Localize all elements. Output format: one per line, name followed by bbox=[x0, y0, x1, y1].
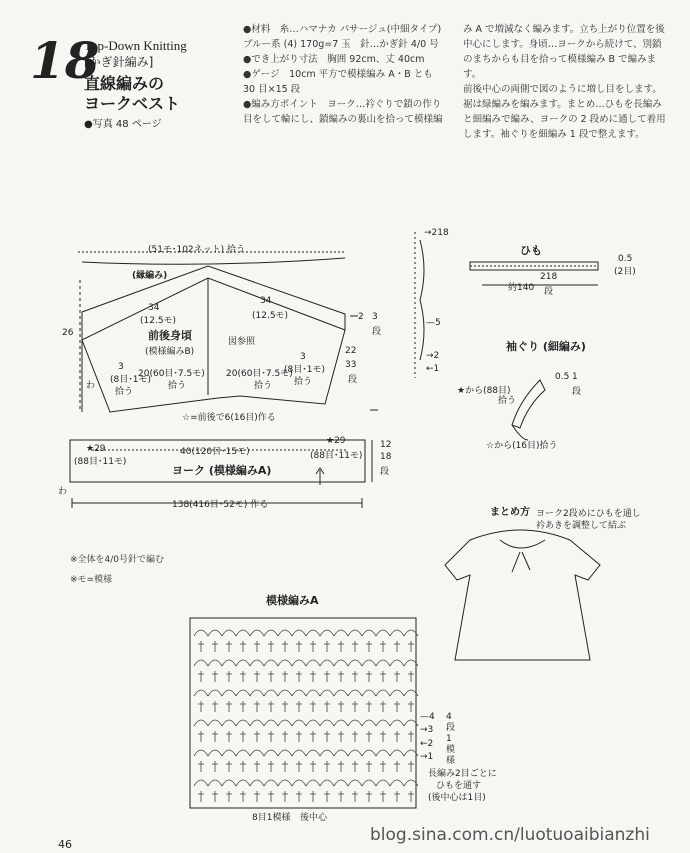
top-curve bbox=[82, 258, 345, 264]
stitch-mark bbox=[208, 750, 222, 756]
stitch-mark bbox=[278, 690, 292, 696]
stitch-mark bbox=[254, 671, 260, 682]
stitch-mark bbox=[348, 780, 362, 786]
stitch-mark bbox=[278, 750, 292, 756]
bottom-dim: 138(416目･52モ) 作る bbox=[172, 500, 269, 510]
stitch-mark bbox=[264, 660, 278, 666]
stitch-mark bbox=[254, 701, 260, 712]
stitch-mark bbox=[240, 791, 246, 802]
stitch-mark bbox=[320, 750, 334, 756]
stitch-mark bbox=[208, 690, 222, 696]
strap-218-num: 218 bbox=[431, 228, 449, 238]
stitch-mark bbox=[338, 641, 344, 652]
stitch-mark bbox=[320, 780, 334, 786]
stitch-mark bbox=[226, 761, 232, 772]
note-pattern: ※モ=模様 bbox=[70, 575, 113, 585]
stitch-mark bbox=[254, 791, 260, 802]
stitch-mark bbox=[236, 750, 250, 756]
stitch-mark bbox=[324, 641, 330, 652]
strap-5-num: 5 bbox=[435, 318, 441, 328]
stitch-mark bbox=[324, 731, 330, 742]
stitch-mark bbox=[292, 660, 306, 666]
stitch-mark bbox=[324, 791, 330, 802]
instr-line: のまちからも目を拾って模様編み B で編みます。 bbox=[463, 54, 657, 80]
strap-218: →218 bbox=[424, 228, 449, 238]
h33: 33 bbox=[345, 360, 357, 370]
left-3: 3 bbox=[118, 362, 124, 372]
stitch-mark bbox=[366, 731, 372, 742]
instr-line: と細編みで編み、ヨークの 2 段めに通して着用 bbox=[463, 114, 666, 125]
instr-line: 目をして輪にし、鎖編みの裏山を拾って模様編 bbox=[243, 114, 443, 125]
center-note: ☆=前後で6(16目)作る bbox=[182, 413, 276, 423]
armhole-from88-pick: 拾う bbox=[498, 396, 517, 406]
strap-len: 約140 bbox=[508, 283, 535, 293]
stitch-mark bbox=[380, 731, 386, 742]
stitch-mark bbox=[198, 731, 204, 742]
stitch-mark bbox=[212, 761, 218, 772]
star29-left-sub: (88目･11モ) bbox=[74, 457, 127, 467]
stitch-mark bbox=[240, 671, 246, 682]
right-20: 20(60目･7.5モ) bbox=[226, 369, 293, 379]
pattern-note-3: (後中心は1目) bbox=[428, 793, 486, 803]
body-pattern: (模様編みB) bbox=[145, 347, 195, 357]
stitch-mark bbox=[194, 780, 208, 786]
left-3-sub: (8目･1モ) bbox=[110, 375, 151, 385]
stitch-mark bbox=[348, 690, 362, 696]
stitch-mark bbox=[366, 761, 372, 772]
stitch-mark bbox=[376, 750, 390, 756]
stitch-mark bbox=[212, 671, 218, 682]
star29-right-sub: (88目･11モ) bbox=[310, 451, 363, 461]
h18-unit: 段 bbox=[380, 467, 390, 477]
stitch-mark bbox=[198, 791, 204, 802]
width-34-right-sub: (12.5モ) bbox=[252, 311, 289, 321]
stitch-mark bbox=[390, 690, 404, 696]
armhole-from16: ☆から(16目)拾う bbox=[486, 441, 558, 451]
stitch-mark bbox=[198, 761, 204, 772]
pattern-a-title: 模様編みA bbox=[266, 594, 319, 607]
stitch-mark bbox=[390, 750, 404, 756]
stitch-mark bbox=[198, 641, 204, 652]
h2: 2 bbox=[358, 312, 364, 322]
row-1-num: 1 bbox=[427, 752, 434, 762]
stitch-mark bbox=[324, 701, 330, 712]
stitch-mark bbox=[408, 791, 414, 802]
stitch-mark bbox=[282, 791, 288, 802]
stitch-mark bbox=[194, 720, 208, 726]
strap-len-unit: 段 bbox=[544, 287, 554, 297]
stitch-mark bbox=[268, 761, 274, 772]
wa-left: わ bbox=[86, 381, 96, 391]
stitch-mark bbox=[278, 720, 292, 726]
h33-unit: 段 bbox=[348, 375, 358, 385]
stitch-mark bbox=[292, 780, 306, 786]
stitch-mark bbox=[292, 690, 306, 696]
stitch-mark bbox=[362, 660, 376, 666]
stitch-mark bbox=[236, 780, 250, 786]
height-26: 26 bbox=[62, 328, 74, 338]
series-title: Top-Down Knitting bbox=[84, 38, 187, 53]
instr-line: み A で増減なく編みます。立ち上がり位置を後 bbox=[463, 24, 665, 35]
h3: 3 bbox=[372, 312, 378, 322]
stitch-mark bbox=[264, 780, 278, 786]
stitch-mark bbox=[306, 630, 320, 636]
stitch-mark bbox=[362, 720, 376, 726]
stitch-mark bbox=[376, 690, 390, 696]
instr-line: ●編み方ポイント ヨーク…衿ぐりで鎖の作り bbox=[243, 99, 442, 110]
stitch-mark bbox=[362, 690, 376, 696]
wa-bottom: わ bbox=[58, 487, 68, 497]
stitch-mark bbox=[366, 641, 372, 652]
stitch-mark bbox=[324, 671, 330, 682]
stitch-mark bbox=[250, 720, 264, 726]
stitch-mark bbox=[264, 630, 278, 636]
stitch-mark bbox=[296, 791, 302, 802]
stitch-mark bbox=[380, 761, 386, 772]
stitch-mark bbox=[250, 780, 264, 786]
stitch-mark bbox=[208, 720, 222, 726]
stitch-mark bbox=[390, 630, 404, 636]
stitch-mark bbox=[278, 780, 292, 786]
row-side-3: 1 bbox=[446, 734, 452, 744]
stitch-mark bbox=[310, 671, 316, 682]
stitch-mark bbox=[194, 660, 208, 666]
stitch-mark bbox=[310, 641, 316, 652]
stitch-mark bbox=[212, 701, 218, 712]
finish-note-2: 衿あきを調整して結ぶ bbox=[536, 521, 627, 531]
h12: 12 bbox=[380, 440, 392, 450]
h3-unit: 段 bbox=[372, 327, 382, 337]
stitch-mark bbox=[310, 791, 316, 802]
stitch-mark bbox=[268, 671, 274, 682]
instr-line: 前後中心の両側で図のように増し目をします。 bbox=[463, 84, 662, 95]
stitch-mark bbox=[236, 660, 250, 666]
strap-1: ←1 bbox=[426, 364, 440, 374]
row-2-num: 2 bbox=[427, 739, 434, 749]
stitch-mark bbox=[334, 720, 348, 726]
stitch-mark bbox=[366, 791, 372, 802]
stitch-mark bbox=[348, 720, 362, 726]
stitch-mark bbox=[292, 750, 306, 756]
stitch-mark bbox=[348, 630, 362, 636]
stitch-mark bbox=[212, 731, 218, 742]
row-side-1: 4 bbox=[446, 712, 452, 722]
stitch-mark bbox=[394, 761, 400, 772]
stitch-mark bbox=[282, 761, 288, 772]
stitch-mark bbox=[296, 701, 302, 712]
stitch-mark bbox=[250, 660, 264, 666]
armhole-1: 1 bbox=[572, 372, 578, 382]
category-label: [かぎ針編み] bbox=[84, 55, 154, 69]
stitch-mark bbox=[352, 701, 358, 712]
stitch-mark bbox=[306, 780, 320, 786]
stitch-mark bbox=[310, 731, 316, 742]
finish-note-1: ヨーク2段めにひもを通し bbox=[536, 509, 641, 519]
row-side-5: 様 bbox=[446, 756, 456, 766]
stitch-mark bbox=[310, 701, 316, 712]
pattern-note-1: 長編み2目ごとに bbox=[428, 769, 497, 779]
stitch-mark bbox=[208, 630, 222, 636]
stitch-mark bbox=[376, 780, 390, 786]
stitch-mark bbox=[240, 701, 246, 712]
stitch-mark bbox=[194, 630, 208, 636]
stitch-mark bbox=[208, 780, 222, 786]
pattern-repeat: 8目1模様 bbox=[252, 813, 291, 823]
strap-title: ひも bbox=[520, 244, 542, 257]
stitch-mark bbox=[236, 690, 250, 696]
stitch-mark bbox=[380, 791, 386, 802]
row-1: →1 bbox=[420, 752, 434, 762]
page-number: 46 bbox=[58, 838, 72, 851]
stitch-mark bbox=[376, 630, 390, 636]
stitch-mark bbox=[338, 671, 344, 682]
stitch-mark bbox=[408, 641, 414, 652]
strap-2-num: 2 bbox=[433, 351, 440, 361]
stitch-mark bbox=[250, 630, 264, 636]
stitch-mark bbox=[264, 750, 278, 756]
armhole-05: 0.5 bbox=[555, 372, 570, 382]
row-2: ←2 bbox=[420, 739, 434, 749]
h18: 18 bbox=[380, 452, 392, 462]
stitch-mark bbox=[310, 761, 316, 772]
stitch-mark bbox=[222, 720, 236, 726]
stitch-mark bbox=[320, 690, 334, 696]
stitch-mark bbox=[352, 761, 358, 772]
stitch-mark bbox=[362, 630, 376, 636]
stitch-mark bbox=[254, 761, 260, 772]
stitch-mark bbox=[212, 641, 218, 652]
note-needle: ※全体を4/0号針で編む bbox=[70, 555, 165, 565]
stitch-mark bbox=[394, 701, 400, 712]
stitch-mark bbox=[376, 660, 390, 666]
top-pick-label: (51モ･102ネット) 拾う bbox=[148, 245, 246, 255]
yoke-edge-band bbox=[82, 266, 345, 340]
stitch-mark bbox=[198, 701, 204, 712]
stitch-mark bbox=[250, 690, 264, 696]
stitch-mark bbox=[212, 791, 218, 802]
row-side-2: 段 bbox=[446, 723, 456, 733]
stitch-mark bbox=[296, 641, 302, 652]
stitch-mark bbox=[194, 750, 208, 756]
armhole-title: 袖ぐり (細編み) bbox=[506, 340, 586, 353]
stitch-mark bbox=[222, 750, 236, 756]
stitch-mark bbox=[338, 761, 344, 772]
stitch-mark bbox=[282, 671, 288, 682]
stitch-mark bbox=[222, 780, 236, 786]
stitch-mark bbox=[282, 731, 288, 742]
stitch-mark bbox=[334, 690, 348, 696]
stitch-mark bbox=[226, 701, 232, 712]
stitch-chart-frame bbox=[190, 618, 416, 808]
stitch-mark bbox=[352, 791, 358, 802]
stitch-mark bbox=[338, 701, 344, 712]
stitch-mark bbox=[338, 791, 344, 802]
width-34-right: 34 bbox=[260, 296, 272, 306]
left-20: 20(60目･7.5モ) bbox=[138, 369, 205, 379]
stitch-mark bbox=[394, 641, 400, 652]
stitch-mark bbox=[334, 750, 348, 756]
stitch-mark bbox=[240, 761, 246, 772]
stitch-mark bbox=[334, 780, 348, 786]
stitch-mark bbox=[222, 660, 236, 666]
watermark: blog.sina.com.cn/luotuoaibianzhi bbox=[370, 825, 650, 845]
stitch-mark bbox=[226, 671, 232, 682]
stitch-mark bbox=[296, 671, 302, 682]
stitch-mark bbox=[352, 731, 358, 742]
row-side-label bbox=[446, 712, 455, 767]
stitch-mark bbox=[292, 720, 306, 726]
strap-1-num: 1 bbox=[433, 364, 440, 374]
stitch-mark bbox=[390, 780, 404, 786]
finish-title: まとめ方 bbox=[490, 507, 530, 518]
stitch-mark bbox=[226, 641, 232, 652]
stitch-mark bbox=[264, 720, 278, 726]
width-34-left: 34 bbox=[148, 303, 160, 313]
star29-left: ★29 bbox=[86, 444, 106, 454]
stitch-mark bbox=[208, 660, 222, 666]
stitch-mark bbox=[296, 731, 302, 742]
strap-w2: (2目) bbox=[614, 267, 636, 277]
photo-reference: ●写真 48 ページ bbox=[84, 119, 162, 130]
stitch-mark bbox=[226, 731, 232, 742]
stitch-mark bbox=[306, 690, 320, 696]
stitch-mark bbox=[394, 731, 400, 742]
stitch-mark bbox=[376, 720, 390, 726]
strap-2: →2 bbox=[426, 351, 440, 361]
stitch-mark bbox=[408, 731, 414, 742]
armhole-from88: ★から(88目) bbox=[457, 386, 511, 396]
stitch-mark bbox=[254, 731, 260, 742]
instr-line: ●材料 糸…ハマナカ パサージュ(中細タイプ) bbox=[243, 24, 442, 35]
yoke-mid-dim: 40(120目･15モ) bbox=[180, 447, 250, 457]
stitch-mark bbox=[296, 761, 302, 772]
stitch-mark bbox=[320, 660, 334, 666]
stitch-mark bbox=[282, 641, 288, 652]
see-figure: 図参照 bbox=[228, 337, 256, 347]
h22: 22 bbox=[345, 346, 357, 356]
stitch-mark bbox=[250, 750, 264, 756]
strap-w05: 0.5 bbox=[618, 254, 633, 264]
stitch-chart-rows bbox=[194, 630, 418, 802]
stitch-mark bbox=[268, 731, 274, 742]
left-3-pick: 拾う bbox=[115, 387, 134, 397]
stitch-mark bbox=[408, 671, 414, 682]
stitch-mark bbox=[198, 671, 204, 682]
stitch-mark bbox=[306, 720, 320, 726]
pattern-number: 18 bbox=[30, 31, 100, 90]
right-3-sub: (8目･1モ) bbox=[284, 365, 325, 375]
stitch-mark bbox=[282, 701, 288, 712]
stitch-mark bbox=[222, 690, 236, 696]
right-20-pick: 拾う bbox=[254, 381, 273, 391]
title-line-2: ヨークベスト bbox=[84, 94, 181, 113]
stitch-mark bbox=[334, 630, 348, 636]
star29-right: ★29 bbox=[326, 436, 346, 446]
stitch-mark bbox=[320, 630, 334, 636]
stitch-mark bbox=[390, 720, 404, 726]
stitch-mark bbox=[366, 671, 372, 682]
stitch-mark bbox=[394, 671, 400, 682]
instr-line: ●ゲージ 10cm 平方で模様編み A・B とも bbox=[243, 69, 433, 80]
stitch-mark bbox=[380, 701, 386, 712]
stitch-mark bbox=[236, 720, 250, 726]
stitch-mark bbox=[338, 731, 344, 742]
stitch-mark bbox=[292, 630, 306, 636]
stitch-mark bbox=[348, 750, 362, 756]
strap-5: —5 bbox=[426, 318, 441, 328]
stitch-mark bbox=[254, 641, 260, 652]
stitch-mark bbox=[222, 630, 236, 636]
stitch-mark bbox=[366, 701, 372, 712]
stitch-mark bbox=[240, 731, 246, 742]
stitch-mark bbox=[278, 660, 292, 666]
row-3: →3 bbox=[420, 725, 434, 735]
stitch-mark bbox=[268, 701, 274, 712]
stitch-mark bbox=[348, 660, 362, 666]
body-name: 前後身頃 bbox=[148, 329, 192, 342]
width-34-left-sub: (12.5モ) bbox=[140, 316, 177, 326]
right-3-pick: 拾う bbox=[294, 377, 313, 387]
stitch-mark bbox=[268, 791, 274, 802]
stitch-mark bbox=[306, 660, 320, 666]
row-side-4: 模 bbox=[446, 745, 456, 755]
row-3-num: 3 bbox=[427, 725, 434, 735]
instr-line: 中心にします。身頃…ヨークから続けて、別鎖 bbox=[463, 39, 662, 50]
edge-band-label: (縁編み) bbox=[132, 271, 168, 281]
stitch-mark bbox=[278, 630, 292, 636]
back-center: 後中心 bbox=[300, 813, 328, 823]
instr-line: 裾は緑編みを編みます。まとめ…ひもを長編み bbox=[463, 99, 662, 110]
stitch-mark bbox=[194, 690, 208, 696]
stitch-mark bbox=[306, 750, 320, 756]
yoke-name: ヨーク (模様編みA) bbox=[172, 464, 272, 477]
instr-line: ブルー系 (4) 170g=7 玉 針…かぎ針 4/0 号 bbox=[243, 39, 439, 50]
row-4: —4 bbox=[420, 712, 435, 722]
stitch-mark bbox=[264, 690, 278, 696]
stitch-mark bbox=[334, 660, 348, 666]
instr-line: ●でき上がり寸法 胸囲 92cm、丈 40cm bbox=[243, 54, 425, 65]
stitch-mark bbox=[390, 660, 404, 666]
stitch-mark bbox=[380, 641, 386, 652]
title-line-1: 直線編みの bbox=[84, 74, 165, 93]
pattern-note-2: ひもを通す bbox=[436, 781, 482, 791]
right-3: 3 bbox=[300, 352, 306, 362]
stitch-mark bbox=[380, 671, 386, 682]
stitch-mark bbox=[408, 701, 414, 712]
instr-line: します。袖ぐりを細編み 1 段で整えます。 bbox=[463, 129, 645, 140]
stitch-mark bbox=[324, 761, 330, 772]
stitch-mark bbox=[362, 750, 376, 756]
stitch-mark bbox=[394, 791, 400, 802]
strap-len-sub: 218 bbox=[540, 272, 558, 282]
garment-outline bbox=[445, 530, 600, 660]
row-4-num: 4 bbox=[429, 712, 435, 722]
stitch-mark bbox=[320, 720, 334, 726]
stitch-mark bbox=[236, 630, 250, 636]
stitch-mark bbox=[240, 641, 246, 652]
left-20-pick: 拾う bbox=[168, 381, 187, 391]
stitch-mark bbox=[268, 641, 274, 652]
stitch-mark bbox=[362, 780, 376, 786]
stitch-mark bbox=[352, 671, 358, 682]
stitch-mark bbox=[352, 641, 358, 652]
instr-line: 30 目×15 段 bbox=[243, 84, 301, 95]
armhole-unit: 段 bbox=[572, 387, 582, 397]
stitch-mark bbox=[226, 791, 232, 802]
stitch-mark bbox=[408, 761, 414, 772]
